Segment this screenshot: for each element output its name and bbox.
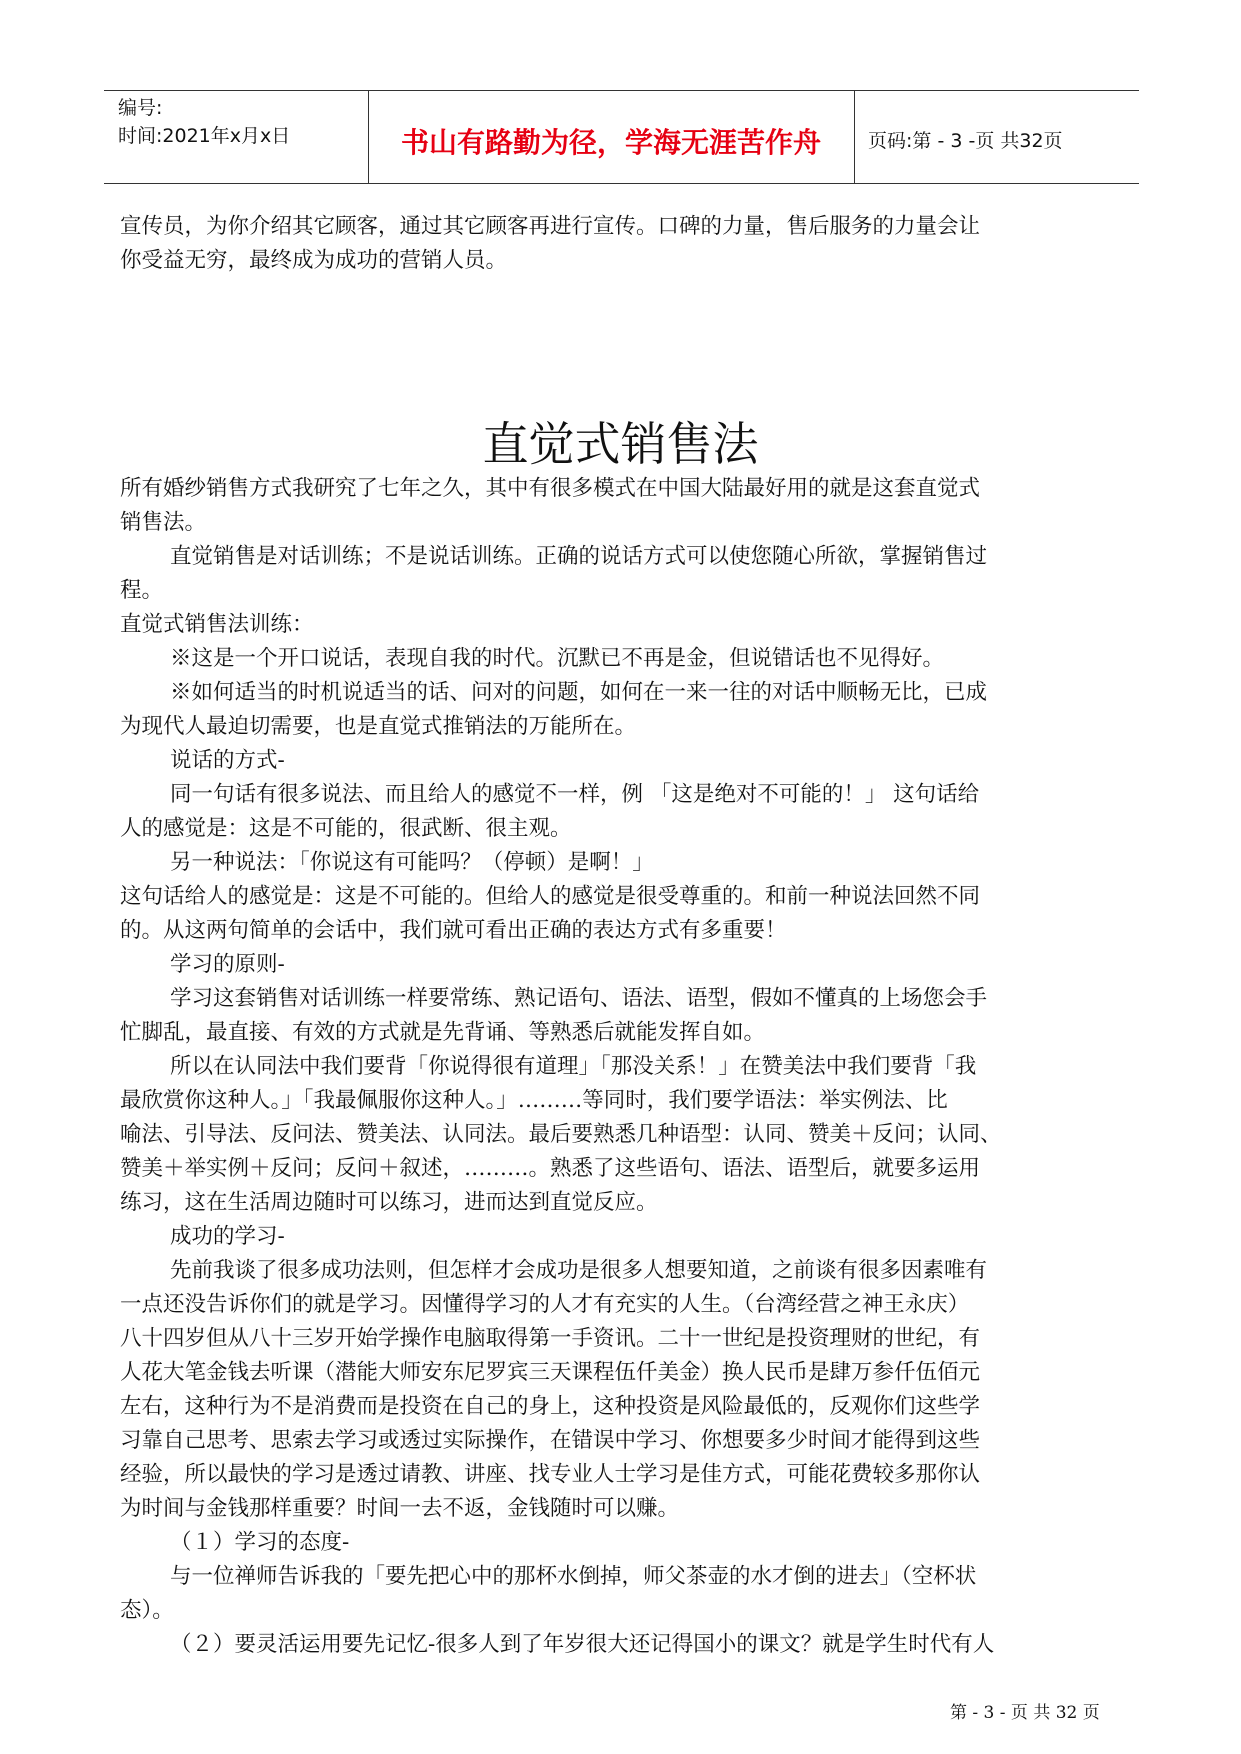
text-line: 的。从这两句简单的会话中，我们就可看出正确的表达方式有多重要！ [120,918,787,943]
page-footer: 第 - 3 - 页 共 32 页 [950,1703,1100,1723]
document-time-label: 时间:2021年x月x日 [118,125,291,147]
text-line: 另一种说法：「你说这有可能吗？（停顿）是啊！」 [170,850,654,875]
header-motto-cell [368,91,855,183]
text-line: 为时间与金钱那样重要？时间一去不返，金钱随时可以赚。 [120,1496,680,1521]
text-line: 销售法。 [120,510,207,535]
text-line: ※这是一个开口说话，表现自我的时代。沉默已不再是金，但说错话也不见得好。 [170,646,945,671]
text-line: 为现代人最迫切需要，也是直觉式推销法的万能所在。 [120,714,637,739]
text-line: 八十四岁但从八十三岁开始学操作电脑取得第一手资讯。二十一世纪是投资理财的世纪，有 [120,1326,981,1351]
text-line: 人的感觉是：这是不可能的，很武断、很主观。 [120,816,572,841]
subheading: 学习的原则- [170,952,285,977]
header-page-code: 页码:第 - 3 -页 共32页 [868,130,1063,152]
subheading: 成功的学习- [170,1224,285,1249]
subheading: 说话的方式- [170,748,285,773]
text-line: 同一句话有很多说法、而且给人的感觉不一样，例 「这是绝对不可能的！」 这句话给 [170,782,980,807]
text-line: 人花大笔金钱去听课（潜能大师安东尼罗宾三天课程伍仟美金）换人民币是肆万参仟伍佰元 [120,1360,981,1385]
text-line: 态）。 [120,1598,174,1623]
text-line: 这句话给人的感觉是：这是不可能的。但给人的感觉是很受尊重的。和前一种说法回然不同 [120,884,981,909]
previous-section-paragraph [120,210,1130,278]
text-line: 程。 [120,578,164,603]
text-line: 左右，这种行为不是消费而是投资在自己的身上，这种投资是风险最低的，反观你们这些学 [120,1394,981,1419]
text-line: 练习，这在生活周边随时可以练习，进而达到直觉反应。 [120,1190,658,1215]
subheading: （１）学习的态度- [170,1530,350,1555]
text-line: （２）要灵活运用要先记忆-很多人到了年岁很大还记得国小的课文？就是学生时代有人 [170,1632,995,1657]
text-line: 宣传员，为你介绍其它顾客，通过其它顾客再进行宣传。口碑的力量，售后服务的力量会让 [120,214,981,239]
text-line: 与一位禅师告诉我的「要先把心中的那杯水倒掉，师父茶壶的水才倒的进去」（空杯状 [170,1564,977,1589]
header-info-cell [104,91,369,183]
text-line: 直觉式销售法训练： [120,612,314,637]
page-header [104,90,1139,184]
text-line: 最欣赏你这种人。」「我最佩服你这种人。」………等同时，我们要学语法：举实例法、比 [120,1088,948,1113]
text-line: 经验，所以最快的学习是透过请教、讲座、找专业人士学习是佳方式，可能花费较多那你认 [120,1462,981,1487]
document-number-label: 编号: [118,97,163,119]
article-body [120,472,1130,1662]
section-title: 直觉式销售法 [482,417,759,471]
text-line: ※如何适当的时机说适当的话、问对的问题，如何在一来一往的对话中顺畅无比，已成 [170,680,988,705]
text-line: 先前我谈了很多成功法则，但怎样才会成功是很多人想要知道，之前谈有很多因素唯有 [170,1258,988,1283]
text-line: 喻法、引导法、反问法、赞美法、认同法。最后要熟悉几种语型：认同、赞美＋反问；认同、 [120,1122,1002,1147]
text-line: 一点还没告诉你们的就是学习。因懂得学习的人才有充实的人生。（台湾经营之神王永庆） [120,1292,970,1317]
text-line: 赞美＋举实例＋反问；反问＋叙述，………。熟悉了这些语句、语法、语型后，就要多运用 [120,1156,981,1181]
text-line: 习靠自己思考、思索去学习或透过实际操作，在错误中学习、你想要多少时间才能得到这些 [120,1428,981,1453]
header-page-cell [854,91,1139,183]
header-motto: 书山有路勤为径，学海无涯苦作舟 [400,126,821,159]
text-line: 所有婚纱销售方式我研究了七年之久，其中有很多模式在中国大陆最好用的就是这套直觉式 [120,476,981,501]
text-line: 学习这套销售对话训练一样要常练、熟记语句、语法、语型，假如不懂真的上场您会手 [170,986,988,1011]
text-line: 直觉销售是对话训练；不是说话训练。正确的说话方式可以使您随心所欲，掌握销售过 [170,544,988,569]
text-line: 你受益无穷，最终成为成功的营销人员。 [120,248,508,273]
text-line: 所以在认同法中我们要背「你说得很有道理」「那没关系！」在赞美法中我们要背「我 [170,1054,977,1079]
text-line: 忙脚乱，最直接、有效的方式就是先背诵、等熟悉后就能发挥自如。 [120,1020,766,1045]
